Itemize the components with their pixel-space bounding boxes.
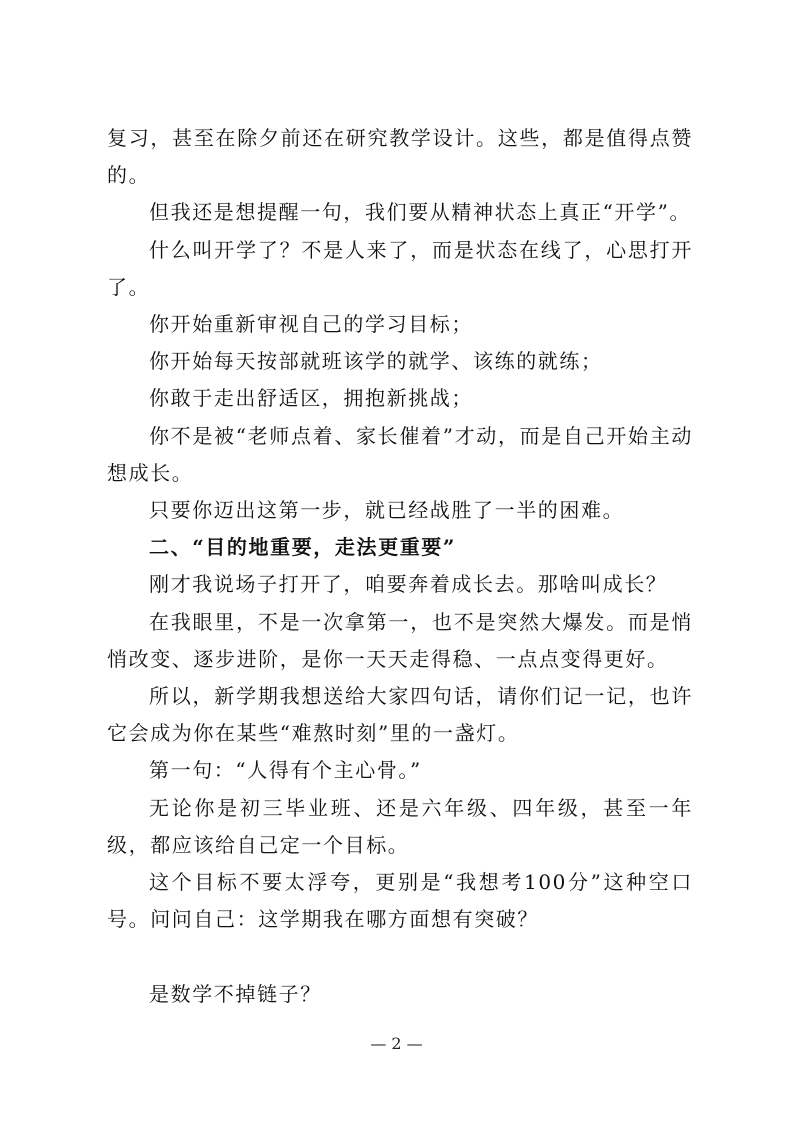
paragraph: 只要你迈出这第一步，就已经战胜了一半的困难。 — [149, 498, 625, 523]
paragraph: 所以，新学期我想送给大家四句话，请你们记一记，也许它会成为你在某些“难熬时刻”里的一盏灯。 — [107, 684, 693, 746]
paragraph: 你敢于走出舒适区，拥抱新挑战； — [149, 386, 473, 411]
page-number: — 2 — — [370, 1034, 423, 1053]
paragraph: 在我眼里，不是一次拿第一，也不是突然大爆发。而是悄悄改变、逐步进阶，是你一天天走得稳、一点点变得更好。 — [107, 609, 693, 671]
paragraph: 你不是被“老师点着、家长催着”才动，而是自己开始主动想成长。 — [107, 423, 693, 485]
paragraph: 你开始重新审视自己的学习目标； — [149, 312, 473, 337]
paragraph: 你开始每天按部就班该学的就学、该练的就练； — [149, 349, 603, 374]
paragraph: 无论你是初三毕业班、还是六年级、四年级，甚至一年级，都应该给自己定一个目标。 — [107, 795, 693, 857]
paragraph: 复习，甚至在除夕前还在研究教学设计。这些，都是值得点赞的。 — [107, 126, 693, 188]
paragraph: 但我还是想提醒一句，我们要从精神状态上真正“开学”。 — [149, 200, 692, 225]
paragraph: 刚才我说场子打开了，咱要奔着成长去。那啥叫成长？ — [149, 572, 668, 597]
paragraph: 什么叫开学了？不是人来了，而是状态在线了，心思打开了。 — [107, 237, 693, 299]
paragraph: 第一句：“人得有个主心骨。” — [149, 758, 422, 783]
paragraph: 是数学不掉链子？ — [149, 981, 322, 1006]
blank-line — [107, 938, 693, 975]
document-body — [107, 120, 693, 1013]
section-heading: 二、“目的地重要，走法更重要” — [149, 535, 457, 560]
paragraph: 这个目标不要太浮夸，更别是“我想考100分”这种空口号。问问自己：这学期我在哪方面想有突破？ — [107, 870, 693, 932]
